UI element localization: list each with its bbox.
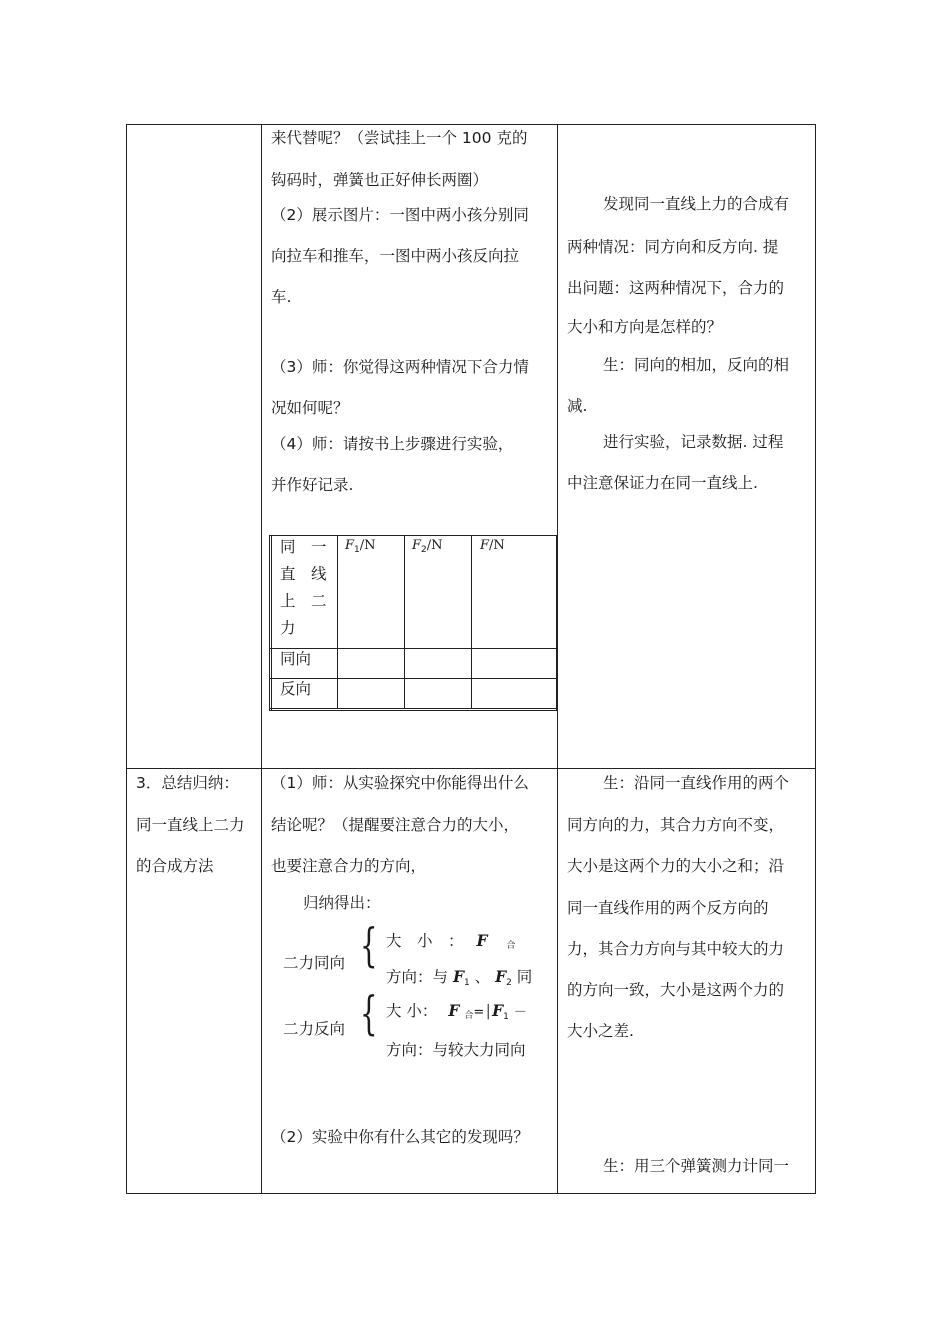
- f1-subscript: 1: [354, 545, 360, 555]
- f-letter: F: [480, 538, 490, 553]
- row1-right-text: 生：同向的相加，反向的相: [603, 356, 790, 374]
- row1-middle-text: （2）展示图片：一图中两小孩分别同: [271, 206, 529, 224]
- f2-letter: F: [412, 538, 422, 553]
- record-table-f2-header: [412, 536, 443, 560]
- row2-left-text: 3．总结归纳：: [136, 774, 239, 792]
- row1-middle-text: 来代替呢？（尝试挂上一个 100 克的: [271, 129, 528, 147]
- row2-right-text: 大小之差.: [567, 1022, 634, 1040]
- opp-size-minus: －: [513, 1005, 527, 1020]
- same-dir-sep: 、: [474, 968, 491, 986]
- record-table-border: [556, 535, 557, 711]
- f-unit: /N: [489, 538, 505, 553]
- row1-middle-text: （4）师：请按书上步骤进行实验，: [271, 435, 514, 453]
- row2-middle-text: 结论呢？（提醒要注意合力的大小，: [271, 816, 520, 834]
- row2-middle-text: 归纳得出：: [303, 894, 381, 912]
- same-dir-f1: F: [452, 967, 464, 986]
- row2-right-text: 同一直线作用的两个反方向的: [567, 899, 769, 917]
- opposite-direction-dir: 方向：与较大力同向: [386, 1041, 526, 1059]
- row2-right-text: 力，其合力方向与其中较大的力: [567, 940, 785, 958]
- record-table-header-cell: 力: [280, 619, 296, 637]
- row1-middle-text: 况如何呢？: [271, 399, 349, 417]
- row1-right-text: 大小和方向是怎样的？: [567, 318, 723, 336]
- record-table-header-cell: 直 线: [280, 565, 327, 583]
- record-table-border: [471, 535, 472, 709]
- record-table-border: [269, 708, 557, 709]
- row1-middle-text: （3）师：你觉得这两种情况下合力情: [271, 358, 529, 376]
- brace-icon: {: [360, 918, 378, 972]
- opp-size-eq: =│: [473, 1005, 493, 1020]
- opposite-direction-size: [386, 1001, 527, 1027]
- row1-right-text: 中注意保证力在同一直线上.: [567, 474, 758, 492]
- record-table-header-cell: 上 二: [280, 592, 327, 610]
- row1-middle-text: 并作好记录.: [271, 476, 354, 494]
- same-size-label: 大 小 ：: [386, 932, 464, 950]
- table-top-border: [126, 124, 816, 125]
- record-table-border: [269, 535, 270, 711]
- row2-right-text: 生：用三个弹簧测力计同一: [603, 1157, 790, 1175]
- table-right-border: [815, 124, 816, 1194]
- row1-middle-text: 车.: [271, 288, 292, 306]
- row1-middle-text: 向拉车和推车，一图中两小孩反向拉: [271, 247, 520, 265]
- row2-middle-text: 也要注意合力的方向，: [271, 857, 427, 875]
- record-table-border: [404, 535, 405, 709]
- same-dir-end: 同: [516, 968, 533, 986]
- row1-right-text: 出问题：这两种情况下，合力的: [567, 279, 785, 297]
- record-table-border: [269, 648, 557, 649]
- table-row-divider: [126, 768, 816, 769]
- opp-size-f1-sub: 1: [503, 1012, 509, 1022]
- f1-letter: F: [345, 538, 355, 553]
- same-size-f: F: [476, 931, 488, 950]
- same-dir-f2-sub: 2: [506, 978, 512, 988]
- opp-size-f: F: [448, 1001, 460, 1020]
- brace-icon: {: [360, 986, 378, 1040]
- row2-middle-text: （1）师：从实验探究中你能得出什么: [271, 774, 529, 792]
- row1-middle-text: 钩码时，弹簧也正好伸长两圈）: [271, 171, 489, 189]
- same-size-sub: 合: [506, 941, 516, 951]
- row2-right-text: 大小是这两个力的大小之和；沿: [567, 857, 785, 875]
- table-column-divider-2: [557, 124, 558, 1194]
- row2-right-text: 的方向一致，大小是这两个力的: [567, 981, 785, 999]
- f1-unit: /N: [359, 538, 376, 553]
- record-table-row-label: 同向: [280, 650, 312, 668]
- opp-size-sub: 合: [464, 1011, 474, 1021]
- row2-left-text: 的合成方法: [136, 857, 214, 875]
- opp-size-f1: F: [492, 1001, 504, 1020]
- table-left-border: [126, 124, 127, 1194]
- opp-size-label: 大 小：: [386, 1002, 438, 1020]
- same-direction-size: [386, 931, 515, 956]
- row2-left-text: 同一直线上二力: [136, 816, 245, 834]
- same-direction-label: 二力同向: [283, 954, 346, 972]
- record-table-f1-header: [345, 536, 376, 560]
- opposite-direction-label: 二力反向: [283, 1020, 346, 1038]
- row2-middle-text: （2）实验中你有什么其它的发现吗？: [271, 1128, 529, 1146]
- row2-right-text: 生：沿同一直线作用的两个: [603, 774, 790, 792]
- table-column-divider-1: [261, 124, 262, 1194]
- same-dir-f2: F: [495, 967, 507, 986]
- record-table-f-header: [480, 536, 505, 556]
- record-table-border: [271, 535, 272, 711]
- record-table-row-label: 反向: [280, 680, 312, 698]
- row1-right-text: 两种情况：同方向和反方向. 提: [567, 238, 779, 256]
- record-table-border: [337, 535, 338, 709]
- record-table-border: [269, 710, 557, 711]
- row1-right-text: 减.: [567, 397, 588, 415]
- row1-right-text: 发现同一直线上力的合成有: [603, 195, 790, 213]
- record-table-header-cell: 同 一: [280, 538, 327, 556]
- record-table-border: [269, 678, 557, 679]
- same-dir-f1-sub: 1: [463, 978, 470, 988]
- row1-right-text: 进行实验，记录数据. 过程: [603, 433, 784, 451]
- same-dir-label: 方向：与: [386, 968, 449, 986]
- f2-unit: /N: [426, 538, 443, 553]
- same-direction-dir: [386, 967, 532, 993]
- table-bottom-border: [126, 1193, 816, 1194]
- row2-right-text: 同方向的力，其合力方向不变，: [567, 816, 785, 834]
- f2-subscript: 2: [421, 545, 427, 555]
